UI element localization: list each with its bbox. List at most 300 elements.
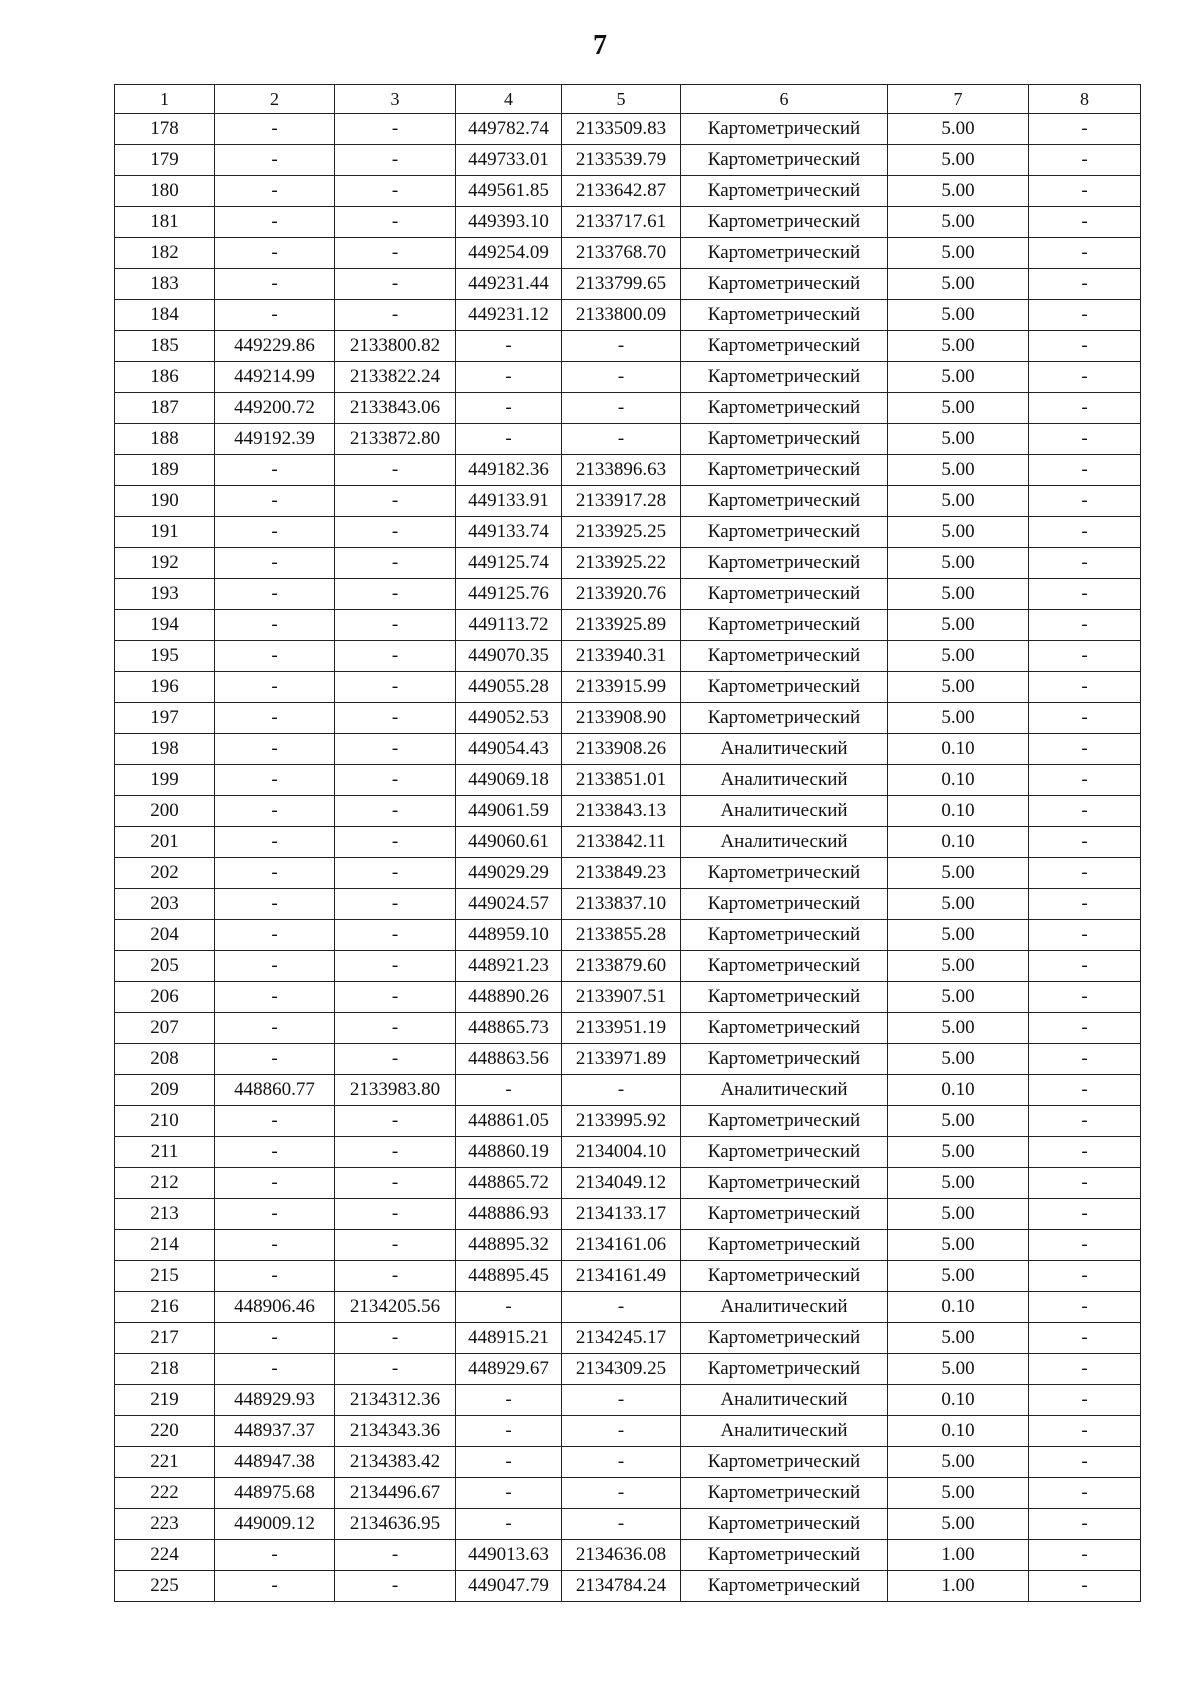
table-cell: - [562,1292,681,1323]
table-cell: - [215,765,335,796]
table-cell: 2133842.11 [562,827,681,858]
column-header: 2 [215,85,335,114]
table-cell: - [215,982,335,1013]
table-cell: 449133.74 [456,517,562,548]
table-cell: - [215,207,335,238]
table-cell: 209 [115,1075,215,1106]
table-cell: - [215,548,335,579]
table-cell: 208 [115,1044,215,1075]
table-cell: 5.00 [888,1354,1029,1385]
table-row [115,765,1141,796]
table-cell: - [215,734,335,765]
table-cell: 448860.77 [215,1075,335,1106]
table-cell: Картометрический [681,1013,888,1044]
table-row [115,672,1141,703]
table-cell: 194 [115,610,215,641]
table-cell: - [1029,610,1141,641]
table-cell: - [562,1075,681,1106]
table-cell: Картометрический [681,1540,888,1571]
column-header: 4 [456,85,562,114]
table-cell: 2134309.25 [562,1354,681,1385]
table-cell: - [215,1044,335,1075]
table-row [115,1261,1141,1292]
table-cell: Картометрический [681,1354,888,1385]
table-cell: Картометрический [681,1230,888,1261]
table-cell: - [1029,1292,1141,1323]
table-cell: 449070.35 [456,641,562,672]
table-cell: - [1029,1416,1141,1447]
table-cell: Картометрический [681,486,888,517]
table-cell: Картометрический [681,889,888,920]
table-cell: - [335,1106,456,1137]
table-cell: - [335,455,456,486]
table-cell: 449125.74 [456,548,562,579]
table-cell: - [1029,1075,1141,1106]
table-cell: - [215,1168,335,1199]
table-cell: 448929.67 [456,1354,562,1385]
table-cell: - [1029,300,1141,331]
table-cell: Картометрический [681,269,888,300]
table-cell: - [1029,1199,1141,1230]
table-cell: 5.00 [888,207,1029,238]
table-body [115,85,1141,1602]
table-cell: - [335,114,456,145]
table-cell: 185 [115,331,215,362]
table-cell: 5.00 [888,176,1029,207]
table-cell: - [215,269,335,300]
table-cell: - [1029,424,1141,455]
table-cell: 200 [115,796,215,827]
table-cell: 201 [115,827,215,858]
table-cell: 449782.74 [456,114,562,145]
table-cell: - [1029,982,1141,1013]
table-cell: - [1029,517,1141,548]
table-cell: 205 [115,951,215,982]
table-cell: - [335,641,456,672]
table-cell: - [1029,1571,1141,1602]
table-cell: 2133855.28 [562,920,681,951]
table-cell: Картометрический [681,1509,888,1540]
table-cell: 2133908.26 [562,734,681,765]
table-cell: 2134161.06 [562,1230,681,1261]
table-cell: 2134383.42 [335,1447,456,1478]
table-cell: Аналитический [681,1416,888,1447]
table-cell: 2133925.25 [562,517,681,548]
table-cell: - [335,672,456,703]
table-cell: - [456,1447,562,1478]
table-cell: 5.00 [888,982,1029,1013]
table-cell: 448921.23 [456,951,562,982]
table-cell: Картометрический [681,207,888,238]
table-cell: Картометрический [681,1447,888,1478]
table-cell: Картометрический [681,424,888,455]
table-cell: 2133822.24 [335,362,456,393]
table-cell: - [335,176,456,207]
table-row [115,858,1141,889]
table-cell: 2133843.13 [562,796,681,827]
table-cell: - [215,1199,335,1230]
table-cell: Картометрический [681,1044,888,1075]
table-cell: - [562,1416,681,1447]
table-row [115,641,1141,672]
table-row [115,1075,1141,1106]
table-cell: - [562,1385,681,1416]
table-cell: Картометрический [681,300,888,331]
table-row [115,486,1141,517]
table-cell: 449052.53 [456,703,562,734]
table-cell: 210 [115,1106,215,1137]
table-cell: 2134133.17 [562,1199,681,1230]
table-cell: Картометрический [681,920,888,951]
table-row [115,1447,1141,1478]
table-cell: - [215,796,335,827]
table-cell: 449125.76 [456,579,562,610]
table-cell: - [1029,269,1141,300]
table-cell: - [335,1044,456,1075]
table-cell: - [215,1540,335,1571]
table-cell: 5.00 [888,610,1029,641]
table-row [115,393,1141,424]
table-cell: 449733.01 [456,145,562,176]
table-row [115,1137,1141,1168]
table-cell: - [215,1261,335,1292]
table-cell: 5.00 [888,703,1029,734]
table-cell: - [1029,1013,1141,1044]
table-row [115,920,1141,951]
table-row [115,610,1141,641]
table-cell: 2133851.01 [562,765,681,796]
column-header: 6 [681,85,888,114]
table-cell: 5.00 [888,331,1029,362]
table-cell: 2133971.89 [562,1044,681,1075]
table-cell: - [1029,858,1141,889]
table-cell: - [1029,362,1141,393]
table-cell: 5.00 [888,889,1029,920]
table-cell: - [1029,1509,1141,1540]
table-cell: 0.10 [888,1292,1029,1323]
table-cell: 449024.57 [456,889,562,920]
table-cell: 0.10 [888,827,1029,858]
table-cell: - [335,207,456,238]
table-cell: 449182.36 [456,455,562,486]
table-cell: 2133509.83 [562,114,681,145]
table-cell: Картометрический [681,641,888,672]
table-cell: - [1029,641,1141,672]
table-cell: - [215,920,335,951]
table-cell: - [1029,703,1141,734]
table-cell: Картометрический [681,114,888,145]
table-cell: Картометрический [681,176,888,207]
table-cell: 224 [115,1540,215,1571]
table-cell: - [335,548,456,579]
table-cell: Картометрический [681,238,888,269]
table-cell: - [456,393,562,424]
table-cell: 5.00 [888,951,1029,982]
table-cell: 184 [115,300,215,331]
table-cell: - [335,486,456,517]
table-cell: - [335,1168,456,1199]
table-cell: 222 [115,1478,215,1509]
table-cell: 449047.79 [456,1571,562,1602]
table-cell: 5.00 [888,579,1029,610]
table-cell: - [215,1013,335,1044]
table-cell: - [335,1137,456,1168]
table-cell: - [215,703,335,734]
table-cell: - [215,827,335,858]
table-row [115,207,1141,238]
table-cell: 449561.85 [456,176,562,207]
table-cell: - [1029,1230,1141,1261]
table-cell: - [335,920,456,951]
table-cell: Картометрический [681,672,888,703]
table-cell: Картометрический [681,548,888,579]
table-cell: 448865.72 [456,1168,562,1199]
table-cell: 186 [115,362,215,393]
table-cell: 5.00 [888,1199,1029,1230]
table-cell: Картометрический [681,1478,888,1509]
table-cell: - [215,951,335,982]
table-cell: - [215,145,335,176]
coordinates-table [114,84,1141,1602]
table-cell: 217 [115,1323,215,1354]
table-cell: 449013.63 [456,1540,562,1571]
table-cell: 2133849.23 [562,858,681,889]
table-cell: 2134004.10 [562,1137,681,1168]
table-cell: 1.00 [888,1571,1029,1602]
table-cell: - [1029,331,1141,362]
table-cell: 202 [115,858,215,889]
table-cell: 2134636.95 [335,1509,456,1540]
table-cell: 188 [115,424,215,455]
table-cell: 448890.26 [456,982,562,1013]
table-cell: 0.10 [888,734,1029,765]
table-row [115,300,1141,331]
table-cell: 179 [115,145,215,176]
table-cell: - [335,1540,456,1571]
table-cell: 5.00 [888,517,1029,548]
table-cell: 2133896.63 [562,455,681,486]
table-row [115,827,1141,858]
table-cell: 223 [115,1509,215,1540]
table-row [115,176,1141,207]
table-cell: Аналитический [681,796,888,827]
table-cell: 215 [115,1261,215,1292]
table-cell: - [215,889,335,920]
table-cell: 214 [115,1230,215,1261]
table-cell: 448975.68 [215,1478,335,1509]
table-cell: 212 [115,1168,215,1199]
table-cell: 449229.86 [215,331,335,362]
table-cell: 191 [115,517,215,548]
table-cell: 449393.10 [456,207,562,238]
table-cell: 449054.43 [456,734,562,765]
table-cell: 2134784.24 [562,1571,681,1602]
table-row [115,548,1141,579]
table-row [115,145,1141,176]
table-cell: Аналитический [681,1385,888,1416]
table-cell: - [1029,1354,1141,1385]
table-cell: - [215,114,335,145]
table-cell: 218 [115,1354,215,1385]
table-row [115,1199,1141,1230]
table-cell: Картометрический [681,145,888,176]
table-cell: Картометрический [681,951,888,982]
table-cell: 5.00 [888,269,1029,300]
table-cell: 193 [115,579,215,610]
table-cell: 2133768.70 [562,238,681,269]
table-cell: 204 [115,920,215,951]
table-cell: - [456,424,562,455]
table-header-row [115,85,1141,114]
table-cell: 0.10 [888,796,1029,827]
table-cell: Картометрический [681,1137,888,1168]
table-cell: - [335,145,456,176]
table-cell: 178 [115,114,215,145]
table-cell: - [1029,1261,1141,1292]
table-cell: 2133642.87 [562,176,681,207]
table-cell: - [215,455,335,486]
table-cell: - [1029,796,1141,827]
table-cell: - [1029,951,1141,982]
table-cell: 449055.28 [456,672,562,703]
table-row [115,1106,1141,1137]
table-cell: 449009.12 [215,1509,335,1540]
table-cell: - [215,1571,335,1602]
table-cell: 199 [115,765,215,796]
table-cell: - [335,1323,456,1354]
table-cell: - [215,238,335,269]
table-cell: - [1029,393,1141,424]
table-cell: - [335,1261,456,1292]
table-cell: - [215,176,335,207]
table-cell: - [1029,455,1141,486]
table-cell: - [1029,1106,1141,1137]
table-cell: - [335,517,456,548]
table-cell: 221 [115,1447,215,1478]
table-cell: - [215,579,335,610]
table-cell: - [1029,486,1141,517]
table-cell: - [335,951,456,982]
table-cell: 5.00 [888,1106,1029,1137]
table-cell: 189 [115,455,215,486]
table-row [115,796,1141,827]
table-cell: Картометрический [681,517,888,548]
table-cell: - [215,1106,335,1137]
table-row [115,114,1141,145]
table-cell: - [1029,1447,1141,1478]
table-cell: - [215,641,335,672]
table-cell: - [335,858,456,889]
table-cell: Аналитический [681,734,888,765]
table-cell: 2133879.60 [562,951,681,982]
table-cell: 190 [115,486,215,517]
table-cell: - [1029,579,1141,610]
table-cell: 220 [115,1416,215,1447]
table-row [115,269,1141,300]
table-row [115,424,1141,455]
table-cell: - [1029,734,1141,765]
table-cell: 5.00 [888,920,1029,951]
table-cell: - [562,424,681,455]
table-cell: 198 [115,734,215,765]
table-cell: 5.00 [888,455,1029,486]
table-cell: 5.00 [888,1013,1029,1044]
table-cell: 448863.56 [456,1044,562,1075]
table-cell: Аналитический [681,827,888,858]
table-cell: - [215,1230,335,1261]
table-cell: - [335,1199,456,1230]
table-cell: - [335,827,456,858]
table-cell: 449200.72 [215,393,335,424]
table-cell: 448959.10 [456,920,562,951]
table-cell: 183 [115,269,215,300]
table-cell: - [335,889,456,920]
table-row [115,362,1141,393]
table-row [115,1571,1141,1602]
table-cell: 449069.18 [456,765,562,796]
table-cell: - [1029,1540,1141,1571]
table-cell: - [215,300,335,331]
table-cell: 2134312.36 [335,1385,456,1416]
table-cell: - [1029,765,1141,796]
table-cell: 181 [115,207,215,238]
table-cell: 206 [115,982,215,1013]
table-row [115,1323,1141,1354]
table-cell: 2133800.82 [335,331,456,362]
table-cell: 448865.73 [456,1013,562,1044]
table-row [115,889,1141,920]
table-cell: - [335,610,456,641]
table-cell: 2133995.92 [562,1106,681,1137]
table-cell: 448929.93 [215,1385,335,1416]
table-cell: Картометрический [681,1106,888,1137]
table-cell: - [1029,1478,1141,1509]
table-cell: - [335,1230,456,1261]
table-cell: 449061.59 [456,796,562,827]
table-cell: Картометрический [681,1168,888,1199]
table-cell: - [1029,920,1141,951]
table-cell: - [335,1571,456,1602]
table-row [115,734,1141,765]
table-row [115,1230,1141,1261]
table-cell: Картометрический [681,455,888,486]
table-cell: Картометрический [681,331,888,362]
table-cell: 5.00 [888,238,1029,269]
table-cell: - [215,672,335,703]
table-cell: - [456,1075,562,1106]
table-cell: 5.00 [888,362,1029,393]
table-cell: 449231.44 [456,269,562,300]
table-cell: Картометрический [681,1261,888,1292]
table-cell: 2133908.90 [562,703,681,734]
table-cell: 5.00 [888,858,1029,889]
table-cell: 5.00 [888,424,1029,455]
table-cell: 207 [115,1013,215,1044]
table-cell: Картометрический [681,579,888,610]
table-cell: - [562,1447,681,1478]
table-cell: - [335,1354,456,1385]
table-cell: - [1029,207,1141,238]
table-cell: 2134343.36 [335,1416,456,1447]
table-row [115,951,1141,982]
table-cell: 2134161.49 [562,1261,681,1292]
table-cell: 219 [115,1385,215,1416]
table-cell: Аналитический [681,765,888,796]
table-cell: - [1029,889,1141,920]
table-cell: 5.00 [888,1323,1029,1354]
table-cell: - [1029,672,1141,703]
table-row [115,455,1141,486]
